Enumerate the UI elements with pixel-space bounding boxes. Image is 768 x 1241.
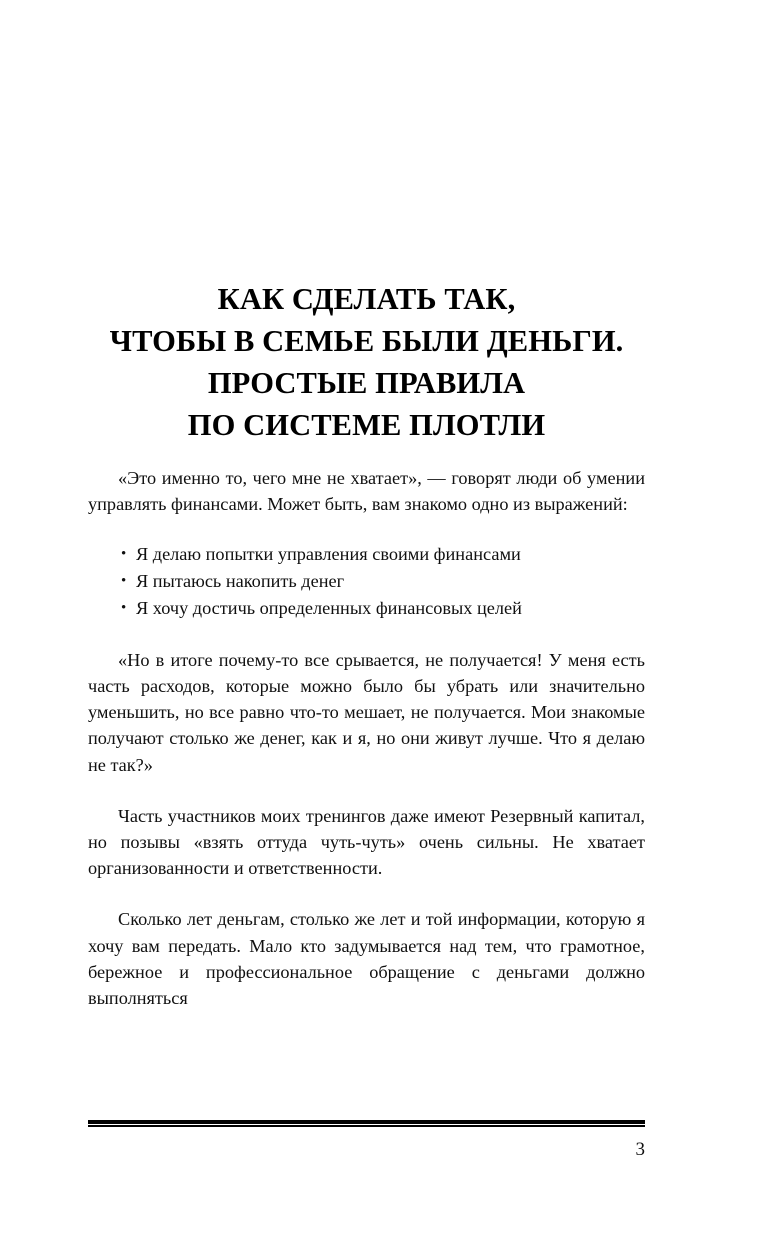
chapter-title-line-1: КАК СДЕЛАТЬ ТАК, xyxy=(217,282,516,316)
page-content xyxy=(88,278,645,1011)
footer-divider xyxy=(88,1120,645,1127)
paragraph-4: Сколько лет деньгам, столько же лет и той информации, которую я хочу вам передать. Мало кто задумывается над тем, что грамотное, бережное и профессиональное обращение с деньгами должно выполняться xyxy=(88,909,645,1009)
paragraph-1: «Это именно то, чего мне не хватает», — говорят люди об умении управлять финансами. Может быть, вам знакомо одно из выражений: xyxy=(88,468,645,515)
paragraph-2: «Но в итоге почему-то все срывается, не получается! У меня есть часть расходов, которые можно было бы убрать или значительно уменьшить, но все равно что-то мешает, не получается. Мои знакомые получают столько же денег, как и я, но они живут лучше. Что я делаю не так?» xyxy=(88,649,645,775)
list-item xyxy=(88,568,645,595)
bullet-icon: • xyxy=(121,573,127,590)
list-item xyxy=(88,541,645,568)
paragraph-3: Часть участников моих тренингов даже имеют Резервный капитал, но позывы «взять оттуда чуть-чуть» очень сильны. Не хватает организованности и ответственности. xyxy=(88,805,645,879)
chapter-title-line-2: ЧТОБЫ В СЕМЬЕ БЫЛИ ДЕНЬГИ. xyxy=(109,324,624,358)
list-item xyxy=(88,595,645,622)
chapter-title xyxy=(88,278,645,446)
list-item-label: Я пытаюсь накопить денег xyxy=(136,571,345,592)
bullet-icon: • xyxy=(121,600,127,616)
footer-divider-thick-line xyxy=(88,1120,645,1124)
chapter-title-line-3: ПРОСТЫЕ ПРАВИЛА xyxy=(207,366,526,400)
footer-divider-thin-line xyxy=(88,1125,645,1127)
bullet-list xyxy=(88,541,645,621)
page-footer xyxy=(88,1120,645,1161)
chapter-title-line-4: ПО СИСТЕМЕ ПЛОТЛИ xyxy=(187,408,546,442)
list-item-label: Я делаю попытки управления своими финансами xyxy=(136,544,521,565)
page-number: 3 xyxy=(635,1139,645,1160)
list-item-label: Я хочу достичь определенных финансовых целей xyxy=(136,598,522,618)
body-text xyxy=(88,465,645,1011)
bullet-icon: • xyxy=(121,546,127,563)
